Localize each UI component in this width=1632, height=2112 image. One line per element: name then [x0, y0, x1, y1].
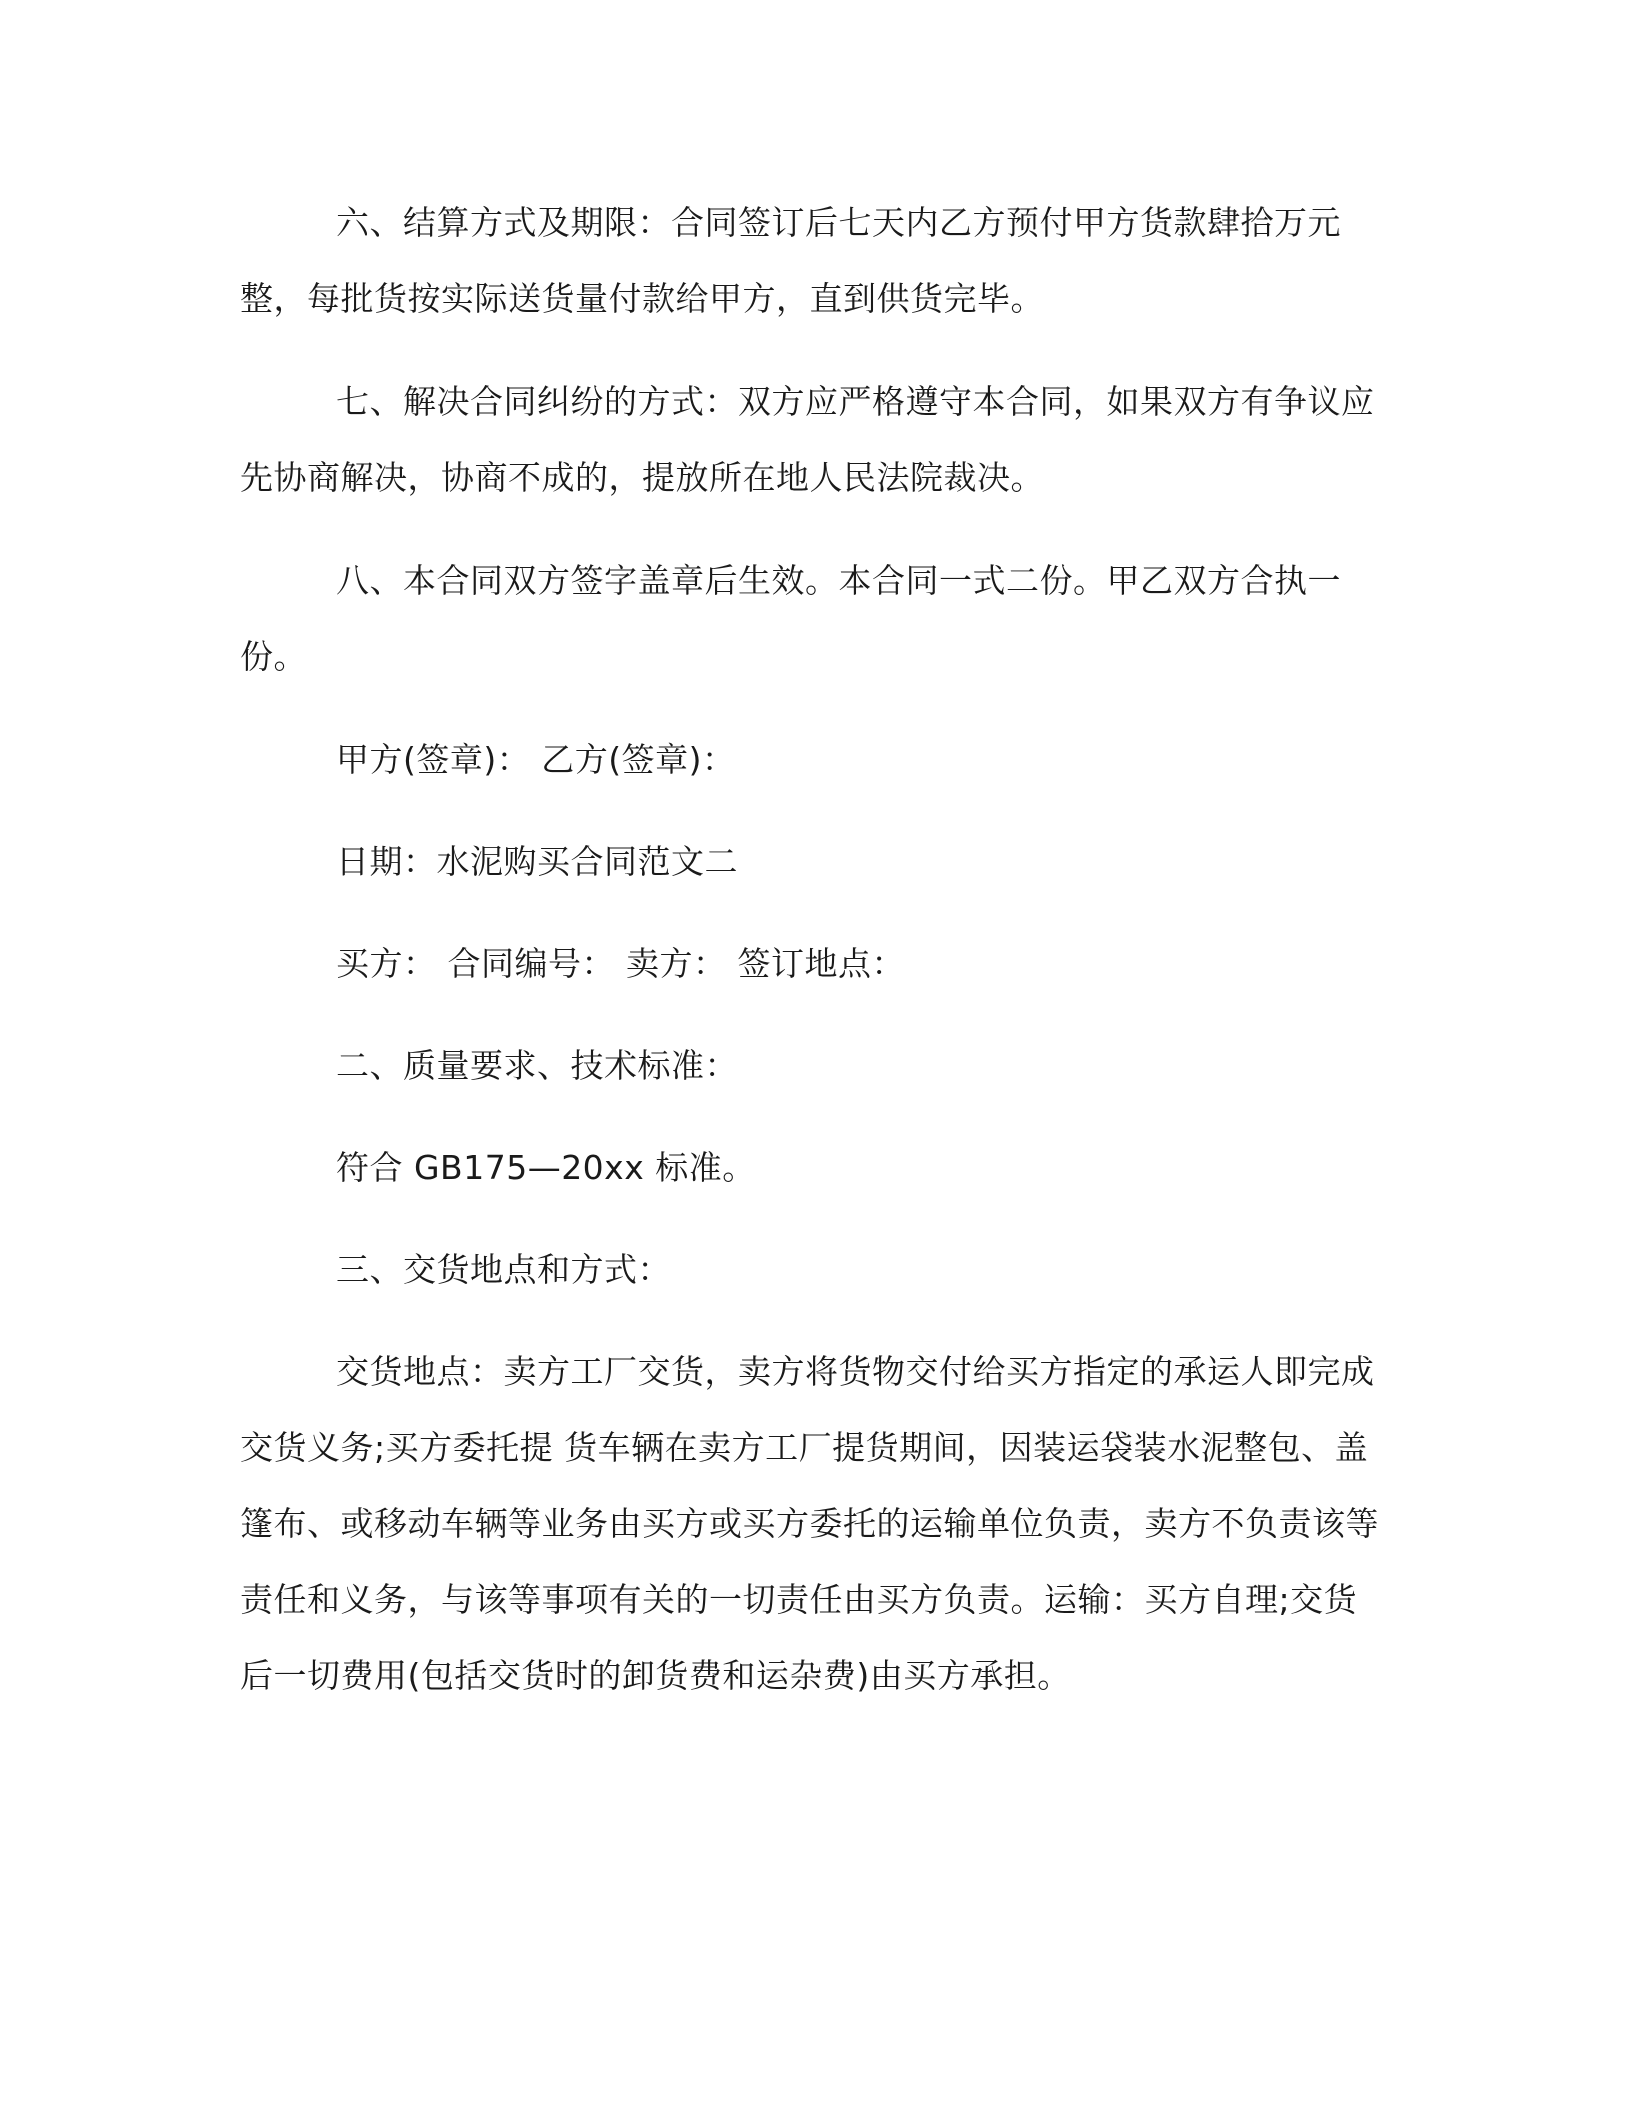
section-3-heading: 三、交货地点和方式： — [336, 1250, 671, 1289]
section-2-body: 符合 GB175—20xx 标准。 — [336, 1148, 756, 1187]
clause-7-dispute: 七、解决合同纠纷的方式：双方应严格遵守本合同，如果双方有争议应先协商解决，协商不成的，提放所在地人民法院裁决。 — [240, 382, 1375, 497]
parties-line: 买方： 合同编号： 卖方： 签订地点： — [336, 944, 905, 983]
signature-line: 甲方(签章)： 乙方(签章)： — [336, 740, 736, 779]
date-line: 日期：水泥购买合同范文二 — [336, 842, 738, 881]
section-2-heading: 二、质量要求、技术标准： — [336, 1046, 738, 1085]
clause-8-effect: 八、本合同双方签字盖章后生效。本合同一式二份。甲乙双方合执一份。 — [240, 561, 1341, 676]
clause-6-settlement: 六、结算方式及期限：合同签订后七天内乙方预付甲方货款肆拾万元整，每批货按实际送货量付款给甲方，直到供货完毕。 — [240, 203, 1341, 318]
section-3-body: 交货地点：卖方工厂交货，卖方将货物交付给买方指定的承运人即完成交货义务;买方委托提 货车辆在卖方工厂提货期间，因装运袋装水泥整包、盖篷布、或移动车辆等业务由买方或买方委托的运输单位负责，卖方不负责该等责任和义务，与该等事项有关的一切责任由买方负责。运输：买方自理;交货后一切费用(包括交货时的卸货费和运杂费)由买方承担。 — [240, 1352, 1379, 1695]
